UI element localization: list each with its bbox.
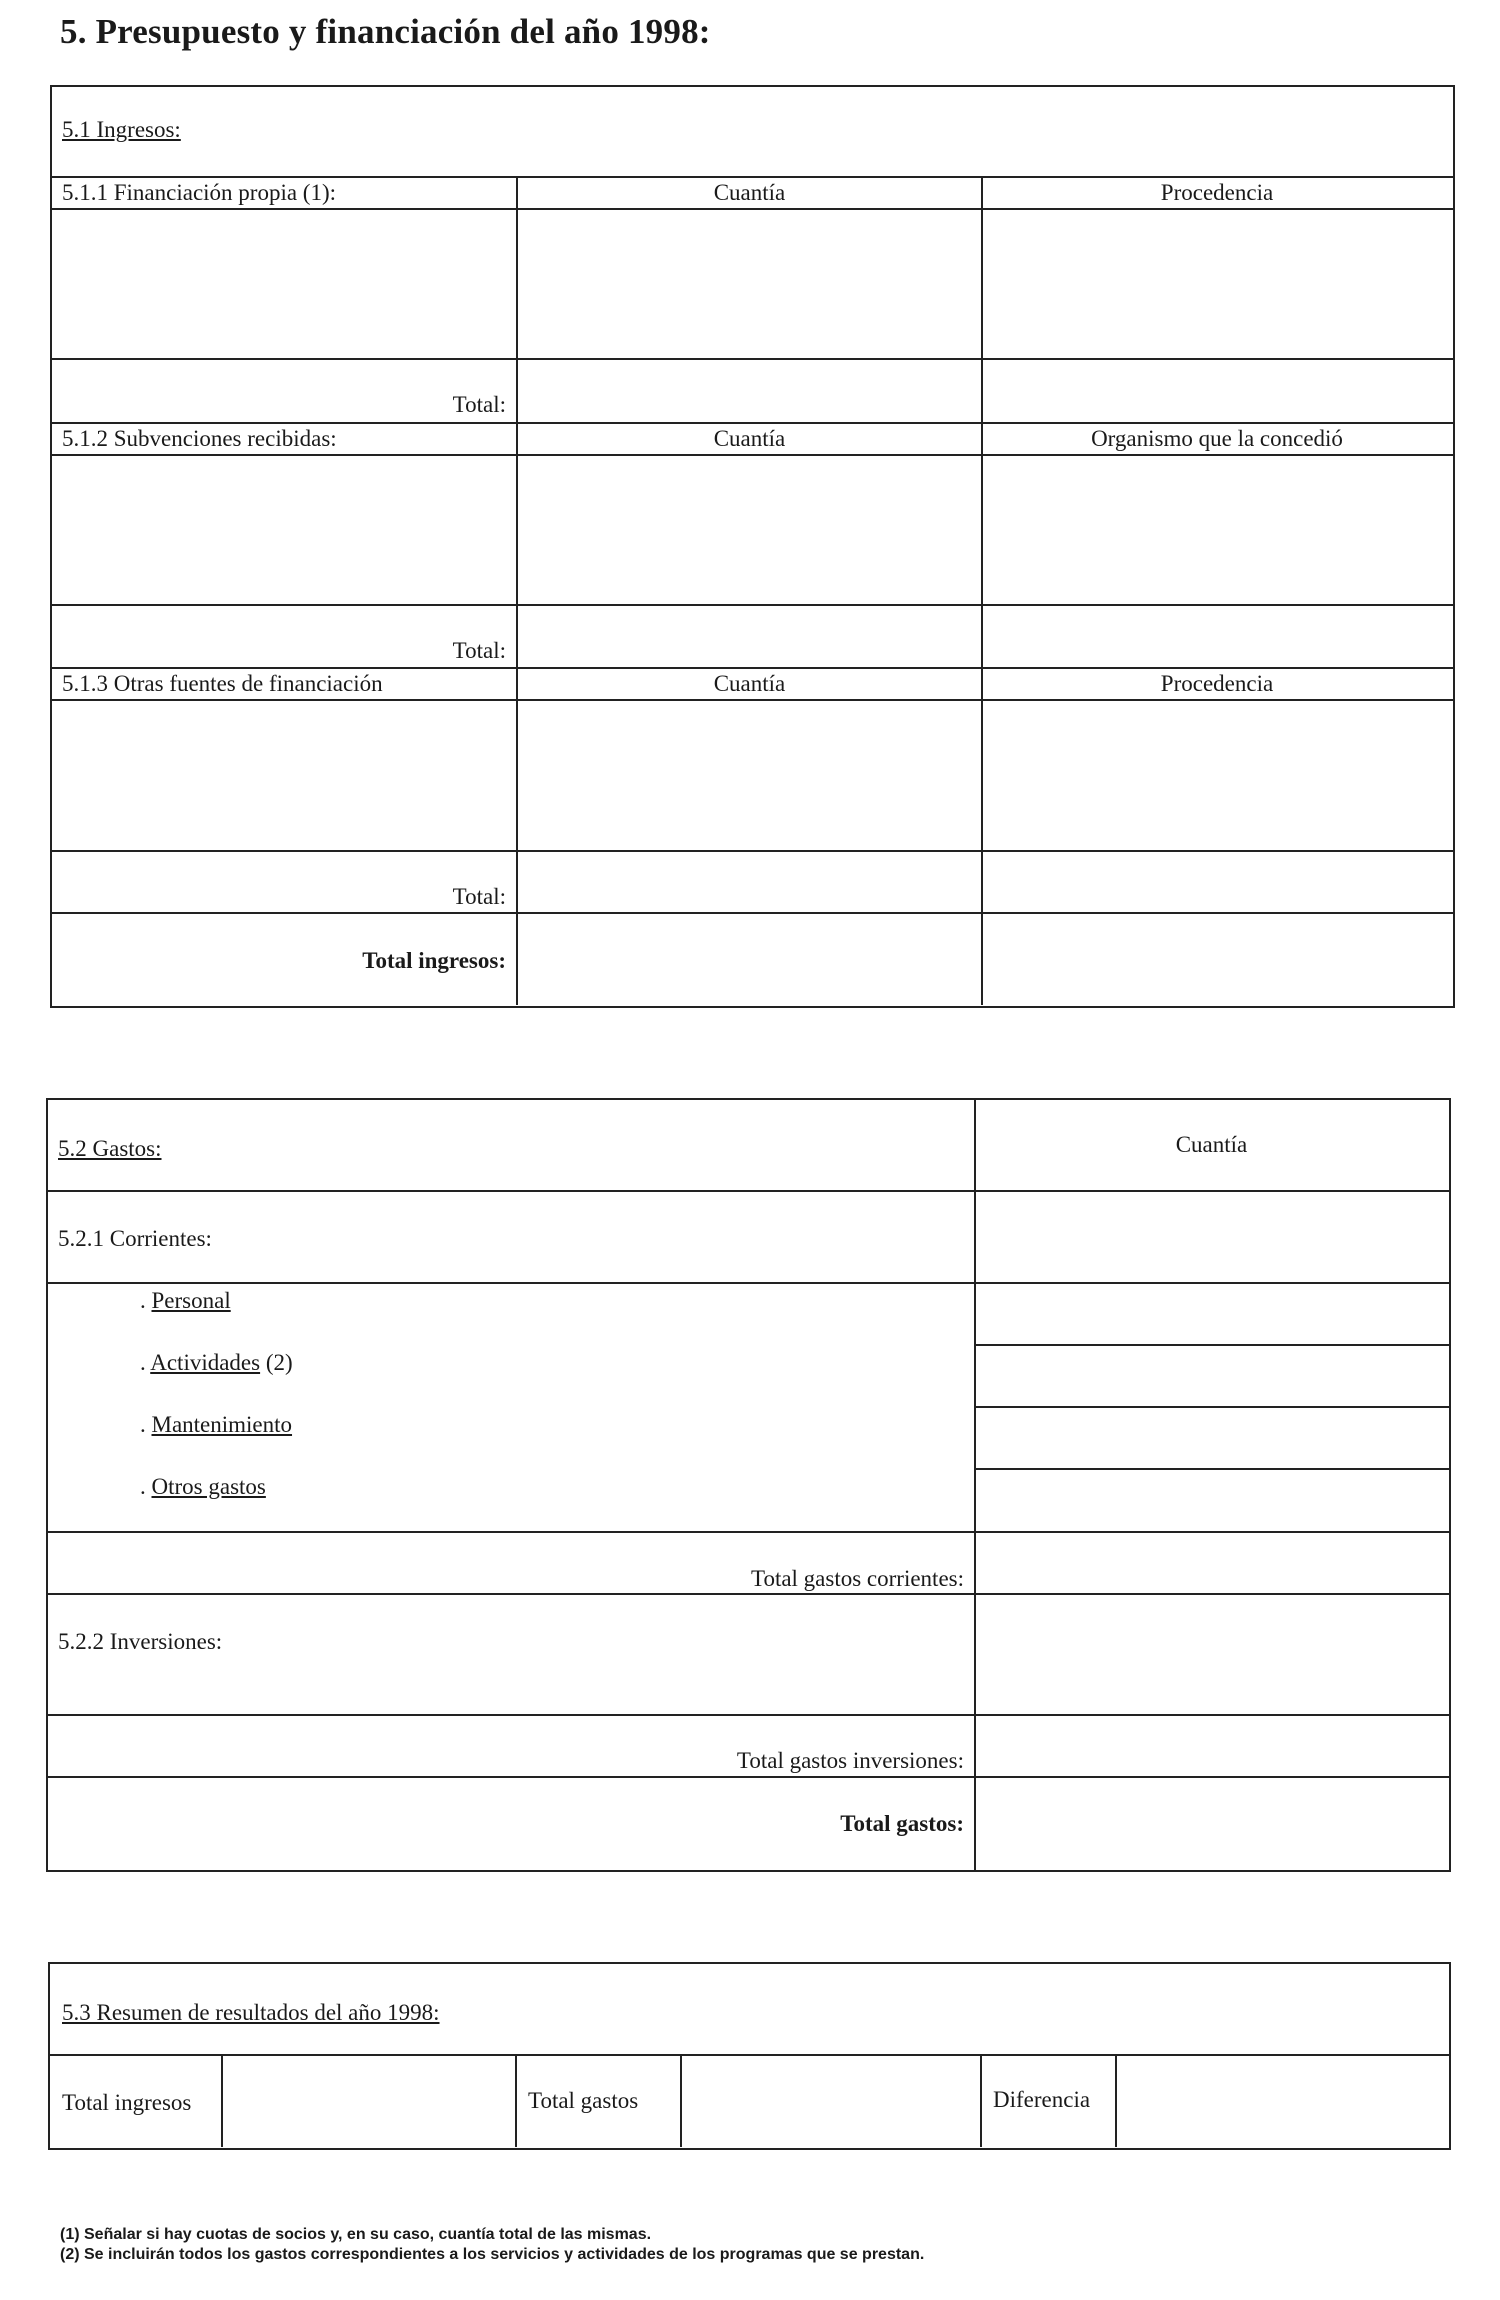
financiacion-propia-total: Total: <box>452 392 506 417</box>
otras-fuentes-total: Total: <box>452 884 506 909</box>
inversiones-label: 5.2.2 Inversiones: <box>58 1629 223 1654</box>
gastos-heading: 5.2 Gastos: <box>58 1136 162 1161</box>
resumen-total-ingresos: Total ingresos <box>62 2090 192 2115</box>
total-gastos-inversiones: Total gastos inversiones: <box>736 1748 964 1773</box>
resumen-table <box>48 1962 1451 2150</box>
subvenciones-total: Total: <box>452 638 506 663</box>
ingresos-heading: 5.1 Ingresos: <box>62 117 181 142</box>
otras-fuentes-label: 5.1.3 Otras fuentes de financiación <box>62 671 383 696</box>
total-ingresos-label: Total ingresos: <box>362 948 506 973</box>
item-personal: . Personal <box>140 1288 231 1313</box>
footnote-1: (1) Señalar si hay cuotas de socios y, en su caso, cuantía total de las mismas. <box>60 2226 652 2243</box>
total-gastos-label: Total gastos: <box>840 1811 964 1836</box>
item-otros-gastos: . Otros gastos <box>140 1474 266 1499</box>
resumen-diferencia: Diferencia <box>993 2087 1091 2112</box>
gastos-col-cuantia: Cuantía <box>1175 1132 1248 1157</box>
resumen-total-gastos: Total gastos <box>528 2088 639 2113</box>
actividades-note: (2) <box>265 1350 293 1375</box>
footnote-2: (2) Se incluirán todos los gastos correspondientes a los servicios y actividades de los programas que se prestan. <box>60 2246 925 2263</box>
total-gastos-corrientes: Total gastos corrientes: <box>751 1566 964 1591</box>
financiacion-propia-col-procedencia: Procedencia <box>1160 180 1274 205</box>
item-actividades: . Actividades (2) <box>140 1350 293 1375</box>
item-mantenimiento: . Mantenimiento <box>140 1412 293 1437</box>
subvenciones-col-organismo: Organismo que la concedió <box>1091 426 1343 451</box>
financiacion-propia-col-cuantia: Cuantía <box>713 180 786 205</box>
resumen-heading: 5.3 Resumen de resultados del año 1998: <box>62 2000 440 2025</box>
otras-fuentes-col-procedencia: Procedencia <box>1160 671 1274 696</box>
otras-fuentes-col-cuantia: Cuantía <box>713 671 786 696</box>
subvenciones-col-cuantia: Cuantía <box>713 426 786 451</box>
corrientes-label: 5.2.1 Corrientes: <box>58 1226 212 1251</box>
page-title: 5. Presupuesto y financiación del año 1998: <box>60 12 711 51</box>
financiacion-propia-label: 5.1.1 Financiación propia (1): <box>62 180 337 205</box>
ingresos-table <box>50 85 1455 1008</box>
subvenciones-label: 5.1.2 Subvenciones recibidas: <box>62 426 337 451</box>
